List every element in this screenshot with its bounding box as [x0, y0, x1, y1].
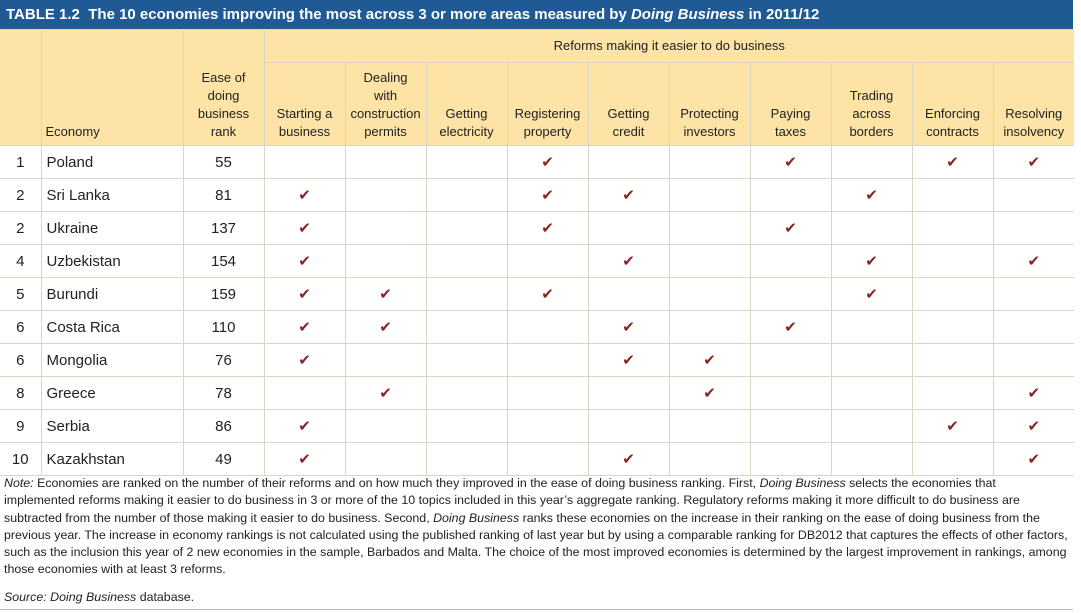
empty-cell: [993, 212, 1074, 245]
empty-cell: [345, 410, 426, 443]
empty-cell: [345, 179, 426, 212]
table-row: [0, 179, 1074, 212]
table-row: [0, 410, 1074, 443]
empty-cell: [426, 344, 507, 377]
check-mark-icon: ✔: [993, 410, 1074, 443]
empty-cell: [507, 410, 588, 443]
check-mark-icon: ✔: [831, 278, 912, 311]
row-position: 1: [0, 146, 41, 179]
reform-column-header: Protecting investors: [669, 63, 750, 146]
empty-cell: [669, 212, 750, 245]
reform-column-header: Paying taxes: [750, 63, 831, 146]
check-mark-icon: ✔: [264, 212, 345, 245]
row-position: 2: [0, 212, 41, 245]
reform-column-header: Getting credit: [588, 63, 669, 146]
check-mark-icon: ✔: [831, 179, 912, 212]
check-mark-icon: ✔: [264, 443, 345, 476]
empty-cell: [426, 212, 507, 245]
empty-cell: [831, 344, 912, 377]
empty-cell: [831, 146, 912, 179]
check-mark-icon: ✔: [669, 344, 750, 377]
empty-cell: [669, 443, 750, 476]
row-position: 2: [0, 179, 41, 212]
check-mark-icon: ✔: [912, 410, 993, 443]
row-position: 6: [0, 344, 41, 377]
note-label: Note:: [4, 476, 34, 490]
check-mark-icon: ✔: [993, 377, 1074, 410]
table-row: [0, 443, 1074, 476]
empty-cell: [750, 443, 831, 476]
empty-cell: [264, 146, 345, 179]
ease-rank: 55: [183, 146, 264, 179]
reform-column-header: Dealing with construction permits: [345, 63, 426, 146]
reforms-group-header: Reforms making it easier to do business: [264, 30, 1074, 63]
empty-cell: [669, 179, 750, 212]
economy-name: Greece: [41, 377, 183, 410]
empty-cell: [831, 311, 912, 344]
empty-cell: [588, 146, 669, 179]
check-mark-icon: ✔: [669, 377, 750, 410]
check-mark-icon: ✔: [507, 278, 588, 311]
empty-cell: [669, 278, 750, 311]
table-title-suffix: in 2011/12: [748, 6, 820, 23]
empty-cell: [669, 410, 750, 443]
empty-cell: [345, 344, 426, 377]
empty-cell: [912, 311, 993, 344]
table-row: [0, 377, 1074, 410]
table-source: [4, 590, 194, 604]
reform-column-header: Trading across borders: [831, 63, 912, 146]
check-mark-icon: ✔: [588, 443, 669, 476]
table-row: [0, 146, 1074, 179]
empty-cell: [750, 377, 831, 410]
rank-header: Ease of doing business rank: [183, 30, 264, 146]
empty-cell: [507, 311, 588, 344]
empty-cell: [426, 245, 507, 278]
row-position: 4: [0, 245, 41, 278]
check-mark-icon: ✔: [264, 410, 345, 443]
empty-cell: [669, 146, 750, 179]
check-mark-icon: ✔: [345, 278, 426, 311]
check-mark-icon: ✔: [264, 179, 345, 212]
check-mark-icon: ✔: [588, 311, 669, 344]
empty-cell: [426, 311, 507, 344]
economy-name: Kazakhstan: [41, 443, 183, 476]
check-mark-icon: ✔: [750, 146, 831, 179]
empty-cell: [426, 146, 507, 179]
reform-column-header: Registering property: [507, 63, 588, 146]
table-body: [0, 146, 1074, 476]
check-mark-icon: ✔: [912, 146, 993, 179]
empty-cell: [507, 344, 588, 377]
table-title: [0, 0, 1073, 29]
economy-name: Ukraine: [41, 212, 183, 245]
empty-cell: [912, 245, 993, 278]
bottom-rule: [0, 609, 1073, 610]
empty-cell: [507, 245, 588, 278]
ease-rank: 78: [183, 377, 264, 410]
row-position: 6: [0, 311, 41, 344]
empty-cell: [831, 443, 912, 476]
reform-column-header: Resolving insolvency: [993, 63, 1074, 146]
empty-cell: [426, 278, 507, 311]
check-mark-icon: ✔: [831, 245, 912, 278]
table-row: [0, 344, 1074, 377]
check-mark-icon: ✔: [264, 245, 345, 278]
ease-rank: 49: [183, 443, 264, 476]
empty-cell: [588, 278, 669, 311]
empty-cell: [588, 410, 669, 443]
table-row: [0, 212, 1074, 245]
table-title-italic: Doing Business: [630, 6, 745, 23]
row-position: 9: [0, 410, 41, 443]
empty-cell: [831, 377, 912, 410]
empty-cell: [912, 212, 993, 245]
check-mark-icon: ✔: [993, 245, 1074, 278]
economy-name: Burundi: [41, 278, 183, 311]
row-position: 5: [0, 278, 41, 311]
pos-header: [0, 30, 41, 146]
source-rest: database.: [136, 590, 195, 604]
economy-name: Sri Lanka: [41, 179, 183, 212]
ease-rank: 154: [183, 245, 264, 278]
empty-cell: [993, 179, 1074, 212]
check-mark-icon: ✔: [993, 443, 1074, 476]
check-mark-icon: ✔: [507, 179, 588, 212]
empty-cell: [588, 212, 669, 245]
empty-cell: [993, 278, 1074, 311]
economy-name: Uzbekistan: [41, 245, 183, 278]
empty-cell: [345, 212, 426, 245]
source-italic: Doing Business: [50, 590, 137, 604]
empty-cell: [750, 278, 831, 311]
row-position: 10: [0, 443, 41, 476]
ease-rank: 110: [183, 311, 264, 344]
empty-cell: [912, 377, 993, 410]
empty-cell: [750, 344, 831, 377]
empty-cell: [426, 377, 507, 410]
check-mark-icon: ✔: [507, 146, 588, 179]
economy-name: Poland: [41, 146, 183, 179]
ease-rank: 81: [183, 179, 264, 212]
empty-cell: [831, 410, 912, 443]
empty-cell: [426, 443, 507, 476]
empty-cell: [993, 344, 1074, 377]
empty-cell: [588, 377, 669, 410]
empty-cell: [750, 245, 831, 278]
ease-rank: 159: [183, 278, 264, 311]
check-mark-icon: ✔: [264, 278, 345, 311]
empty-cell: [750, 179, 831, 212]
source-label: Source:: [4, 590, 47, 604]
empty-cell: [912, 443, 993, 476]
row-position: 8: [0, 377, 41, 410]
table-row: [0, 278, 1074, 311]
reform-column-header: Enforcing contracts: [912, 63, 993, 146]
empty-cell: [912, 179, 993, 212]
reform-column-header: Getting electricity: [426, 63, 507, 146]
table-title-text: The 10 economies improving the most across 3 or more areas measured by: [88, 6, 627, 23]
empty-cell: [426, 410, 507, 443]
empty-cell: [669, 311, 750, 344]
check-mark-icon: ✔: [345, 377, 426, 410]
reform-column-header: Starting a business: [264, 63, 345, 146]
check-mark-icon: ✔: [750, 212, 831, 245]
empty-cell: [507, 377, 588, 410]
table-title-prefix: TABLE 1.2: [6, 6, 80, 23]
reforms-table: [0, 29, 1074, 476]
empty-cell: [912, 278, 993, 311]
check-mark-icon: ✔: [264, 311, 345, 344]
check-mark-icon: ✔: [507, 212, 588, 245]
empty-cell: [345, 146, 426, 179]
check-mark-icon: ✔: [588, 179, 669, 212]
ease-rank: 76: [183, 344, 264, 377]
empty-cell: [750, 410, 831, 443]
table-row: [0, 245, 1074, 278]
table-row: [0, 311, 1074, 344]
economy-name: Costa Rica: [41, 311, 183, 344]
ease-rank: 86: [183, 410, 264, 443]
check-mark-icon: ✔: [588, 245, 669, 278]
empty-cell: [831, 212, 912, 245]
economy-name: Mongolia: [41, 344, 183, 377]
table-note: Note: Economies are ranked on the number of their reforms and on how much they improved in the ease of doing business ranking. First, Doing Business selects the economies that implemented reforms making it easier to do business in 3 or more of the 10 topics included in this year’s aggregate ranking. Regulatory reforms making it more difficult to do business are subtracted from the number of those making it easier to do business. Second, Doing Business ranks these economies on the increase in their ranking on the ease of doing business from the previous year. The increase in economy rankings is not calculated using the published ranking of last year but by using a comparable ranking for DB2012 that captures the effects of other factors, such as the inclusion this year of 2 new economies in the sample, Barbados and Malta. The choice of the most improved economies is determined by the largest improvement in rankings, among those economies with at least 3 reforms.: [4, 476, 1068, 577]
economy-header: Economy: [41, 30, 183, 146]
check-mark-icon: ✔: [750, 311, 831, 344]
empty-cell: [912, 344, 993, 377]
check-mark-icon: ✔: [345, 311, 426, 344]
empty-cell: [345, 245, 426, 278]
empty-cell: [264, 377, 345, 410]
check-mark-icon: ✔: [993, 146, 1074, 179]
check-mark-icon: ✔: [588, 344, 669, 377]
economy-name: Serbia: [41, 410, 183, 443]
empty-cell: [345, 443, 426, 476]
check-mark-icon: ✔: [264, 344, 345, 377]
ease-rank: 137: [183, 212, 264, 245]
empty-cell: [993, 311, 1074, 344]
empty-cell: [669, 245, 750, 278]
empty-cell: [426, 179, 507, 212]
empty-cell: [507, 443, 588, 476]
